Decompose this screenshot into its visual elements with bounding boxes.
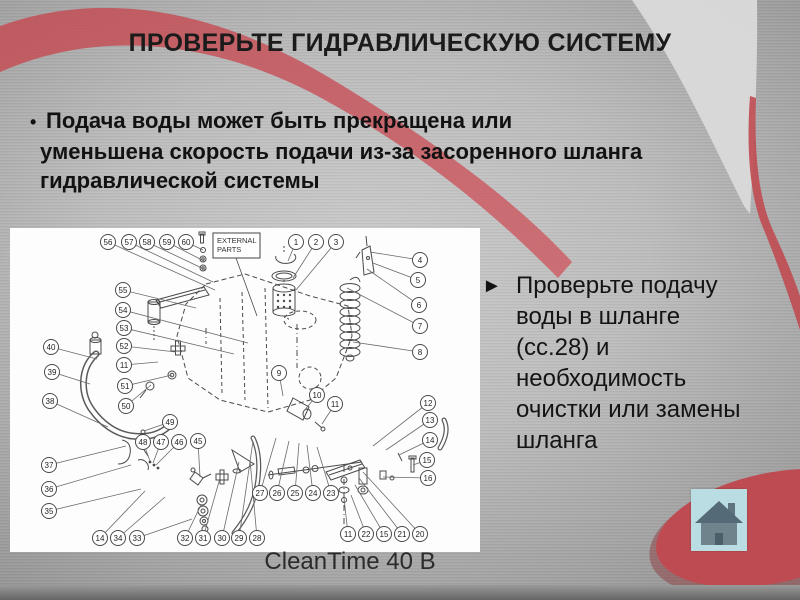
svg-text:49: 49 xyxy=(165,417,175,427)
bullet-marker: • xyxy=(30,112,37,132)
svg-text:11: 11 xyxy=(119,360,129,370)
diagram-callouts xyxy=(42,235,438,546)
svg-text:40: 40 xyxy=(46,342,56,352)
svg-text:51: 51 xyxy=(120,381,130,391)
svg-text:7: 7 xyxy=(417,321,423,331)
svg-text:52: 52 xyxy=(119,341,129,351)
svg-text:1: 1 xyxy=(293,237,299,247)
svg-text:25: 25 xyxy=(290,488,300,498)
svg-text:34: 34 xyxy=(113,533,123,543)
svg-text:11: 11 xyxy=(330,399,340,409)
svg-text:36: 36 xyxy=(44,484,54,494)
svg-text:9: 9 xyxy=(276,368,282,378)
svg-text:58: 58 xyxy=(142,237,152,247)
svg-text:35: 35 xyxy=(44,506,54,516)
svg-text:33: 33 xyxy=(132,533,142,543)
home-button[interactable] xyxy=(691,489,747,551)
bullet-paragraph xyxy=(30,106,730,195)
svg-text:26: 26 xyxy=(272,488,282,498)
svg-text:3: 3 xyxy=(333,237,339,247)
svg-text:53: 53 xyxy=(119,323,129,333)
svg-text:4: 4 xyxy=(417,255,423,265)
svg-text:16: 16 xyxy=(423,473,433,483)
slide-title: ПРОВЕРЬТЕ ГИДРАВЛИЧЕСКУЮ СИСТЕМУ xyxy=(128,29,672,57)
svg-text:5: 5 xyxy=(415,275,421,285)
diagram-panel xyxy=(10,228,480,552)
home-icon xyxy=(691,489,747,551)
svg-text:50: 50 xyxy=(121,401,131,411)
svg-text:22: 22 xyxy=(361,529,371,539)
note-block xyxy=(482,270,782,456)
note-line-3: (сс.28) и xyxy=(516,334,610,361)
note-line-5: очистки или замены xyxy=(516,396,741,423)
svg-text:37: 37 xyxy=(44,460,54,470)
svg-text:56: 56 xyxy=(103,237,113,247)
svg-text:32: 32 xyxy=(180,533,190,543)
bullet-line-1: • Подача воды может быть прекращена или xyxy=(30,106,730,137)
arrow-bullet-icon: ► xyxy=(482,275,502,297)
svg-text:38: 38 xyxy=(45,396,55,406)
svg-text:20: 20 xyxy=(415,529,425,539)
svg-text:59: 59 xyxy=(162,237,172,247)
svg-text:46: 46 xyxy=(174,437,184,447)
note-line-2: воды в шланге xyxy=(516,303,681,330)
svg-text:2: 2 xyxy=(313,237,319,247)
svg-text:15: 15 xyxy=(422,455,432,465)
svg-text:10: 10 xyxy=(312,390,322,400)
svg-text:27: 27 xyxy=(255,488,265,498)
svg-text:54: 54 xyxy=(118,305,128,315)
svg-text:24: 24 xyxy=(308,488,318,498)
note-line-4: необходимость xyxy=(516,365,687,392)
parts-diagram xyxy=(10,228,480,552)
svg-text:21: 21 xyxy=(397,529,407,539)
svg-text:57: 57 xyxy=(124,237,134,247)
svg-text:14: 14 xyxy=(425,435,435,445)
svg-text:48: 48 xyxy=(138,437,148,447)
svg-text:31: 31 xyxy=(198,533,208,543)
svg-text:39: 39 xyxy=(47,367,57,377)
slide-caption: CleanTime 40 B xyxy=(264,548,436,575)
external-parts-line1: EXTERNAL xyxy=(217,236,257,245)
svg-text:11: 11 xyxy=(343,529,353,539)
svg-text:55: 55 xyxy=(118,285,128,295)
svg-text:45: 45 xyxy=(193,436,203,446)
svg-text:13: 13 xyxy=(425,415,435,425)
svg-text:60: 60 xyxy=(181,237,191,247)
svg-text:30: 30 xyxy=(217,533,227,543)
note-line-6: шланга xyxy=(516,427,598,454)
bullet-line-2: уменьшена скорость подачи из-за засоренного шланга xyxy=(40,139,643,164)
bullet-line-3: гидравлической системы xyxy=(40,168,320,193)
svg-text:6: 6 xyxy=(416,300,422,310)
external-parts-line2: PARTS xyxy=(217,245,242,254)
svg-text:23: 23 xyxy=(326,488,336,498)
svg-text:15: 15 xyxy=(379,529,389,539)
svg-text:8: 8 xyxy=(417,347,423,357)
external-parts-label xyxy=(213,233,260,258)
svg-text:29: 29 xyxy=(234,533,244,543)
note-line-1: Проверьте подачу xyxy=(516,272,718,299)
svg-text:12: 12 xyxy=(423,398,433,408)
svg-text:28: 28 xyxy=(252,533,262,543)
bottom-band xyxy=(0,585,800,600)
svg-text:14: 14 xyxy=(95,533,105,543)
svg-text:47: 47 xyxy=(156,437,166,447)
